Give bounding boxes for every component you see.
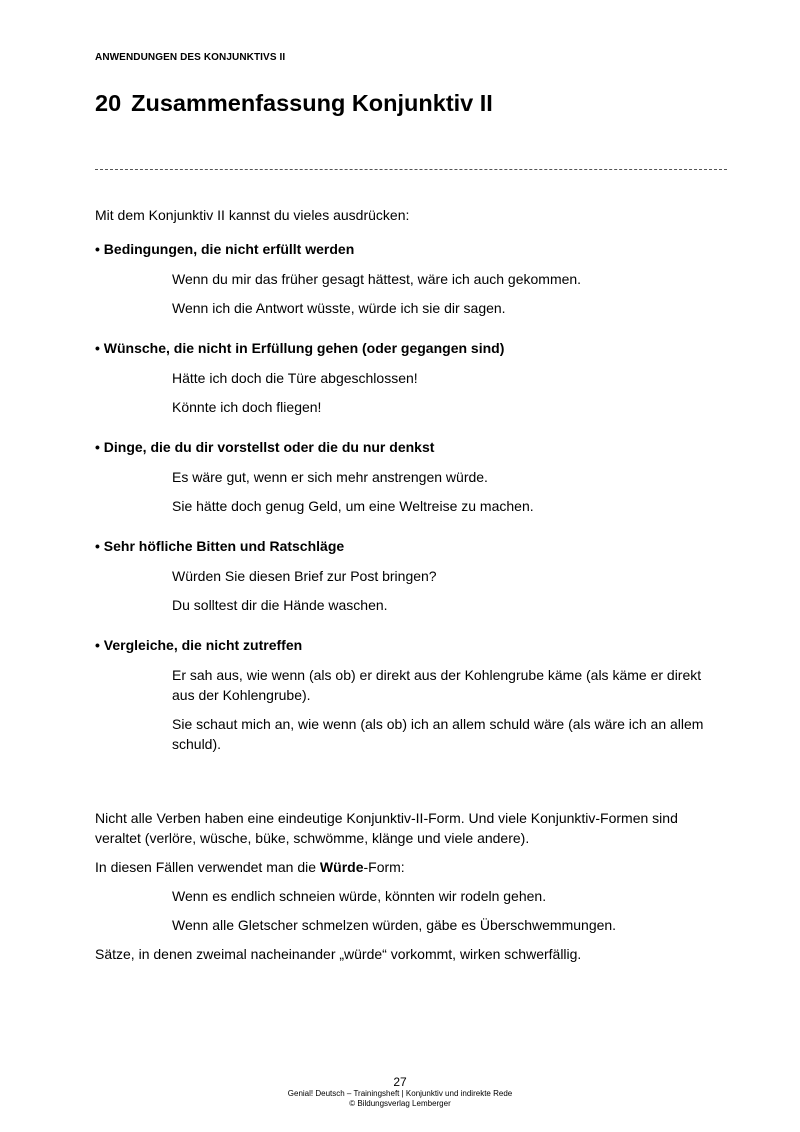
example-sentence: Er sah aus, wie wenn (als ob) er direkt aus der Kohlengrube käme (als käme er direkt aus der Kohlengrube). <box>172 667 702 703</box>
example-sentence: Wenn du mir das früher gesagt hättest, wäre ich auch gekommen. <box>172 271 582 287</box>
section-vergleiche <box>95 635 705 754</box>
section-heading: • Vergleiche, die nicht zutreffen <box>95 637 303 653</box>
wuerde-intro-after: -Form: <box>363 859 405 875</box>
page-footer <box>0 1075 800 1109</box>
section-bitten <box>95 536 705 615</box>
intro-text: Mit dem Konjunktiv II kannst du vieles ausdrücken: <box>95 207 410 223</box>
section-wuensche <box>95 338 705 417</box>
example-sentence: Wenn alle Gletscher schmelzen würden, gäbe es Überschwemmungen. <box>172 917 617 933</box>
main-content <box>95 205 705 774</box>
dashed-divider <box>95 169 727 170</box>
example-sentence: Könnte ich doch fliegen! <box>172 399 322 415</box>
example-sentence: Würden Sie diesen Brief zur Post bringen? <box>172 568 437 584</box>
section-heading: • Wünsche, die nicht in Erfüllung gehen (oder gegangen sind) <box>95 340 505 356</box>
wuerde-keyword: Würde <box>319 859 364 875</box>
section-heading: • Sehr höfliche Bitten und Ratschläge <box>95 538 345 554</box>
example-sentence: Es wäre gut, wenn er sich mehr anstrengen würde. <box>172 469 488 485</box>
example-sentence: Sie hätte doch genug Geld, um eine Weltreise zu machen. <box>172 498 534 514</box>
section-heading: • Bedingungen, die nicht erfüllt werden <box>95 241 355 257</box>
example-sentence: Du solltest dir die Hände waschen. <box>172 597 388 613</box>
section-vorstellungen <box>95 437 705 516</box>
page-title <box>95 90 493 117</box>
page-number: 27 <box>393 1075 407 1089</box>
notes-paragraph: Nicht alle Verben haben eine eindeutige Konjunktiv-II-Form. Und viele Konjunktiv-Formen sind veraltet (verlöre, wüsche, büke, schwömme, klänge und viele andere). <box>95 810 678 846</box>
running-header: ANWENDUNGEN DES KONJUNKTIVS II <box>95 52 286 63</box>
footer-copyright: © Bildungsverlag Lemberger <box>349 1099 451 1108</box>
wuerde-intro-before: In diesen Fällen verwendet man die <box>95 859 320 875</box>
section-heading: • Dinge, die du dir vorstellst oder die du nur denkst <box>95 439 435 455</box>
chapter-number: 20 <box>95 90 122 116</box>
notes-block <box>95 808 695 973</box>
closing-note: Sätze, in denen zweimal nacheinander „würde“ vorkommt, wirken schwerfällig. <box>95 946 582 962</box>
example-sentence: Hätte ich doch die Türe abgeschlossen! <box>172 370 418 386</box>
example-sentence: Sie schaut mich an, wie wenn (als ob) ich an allem schuld wäre (als wäre ich an allem schuld). <box>172 716 704 752</box>
wuerde-intro <box>95 857 695 877</box>
example-sentence: Wenn ich die Antwort wüsste, würde ich sie dir sagen. <box>172 300 506 316</box>
footer-publication: Genial! Deutsch – Trainingsheft | Konjunktiv und indirekte Rede <box>287 1089 513 1098</box>
section-bedingungen <box>95 239 705 318</box>
chapter-title: Zusammenfassung Konjunktiv II <box>131 90 493 116</box>
example-sentence: Wenn es endlich schneien würde, könnten wir rodeln gehen. <box>172 888 547 904</box>
